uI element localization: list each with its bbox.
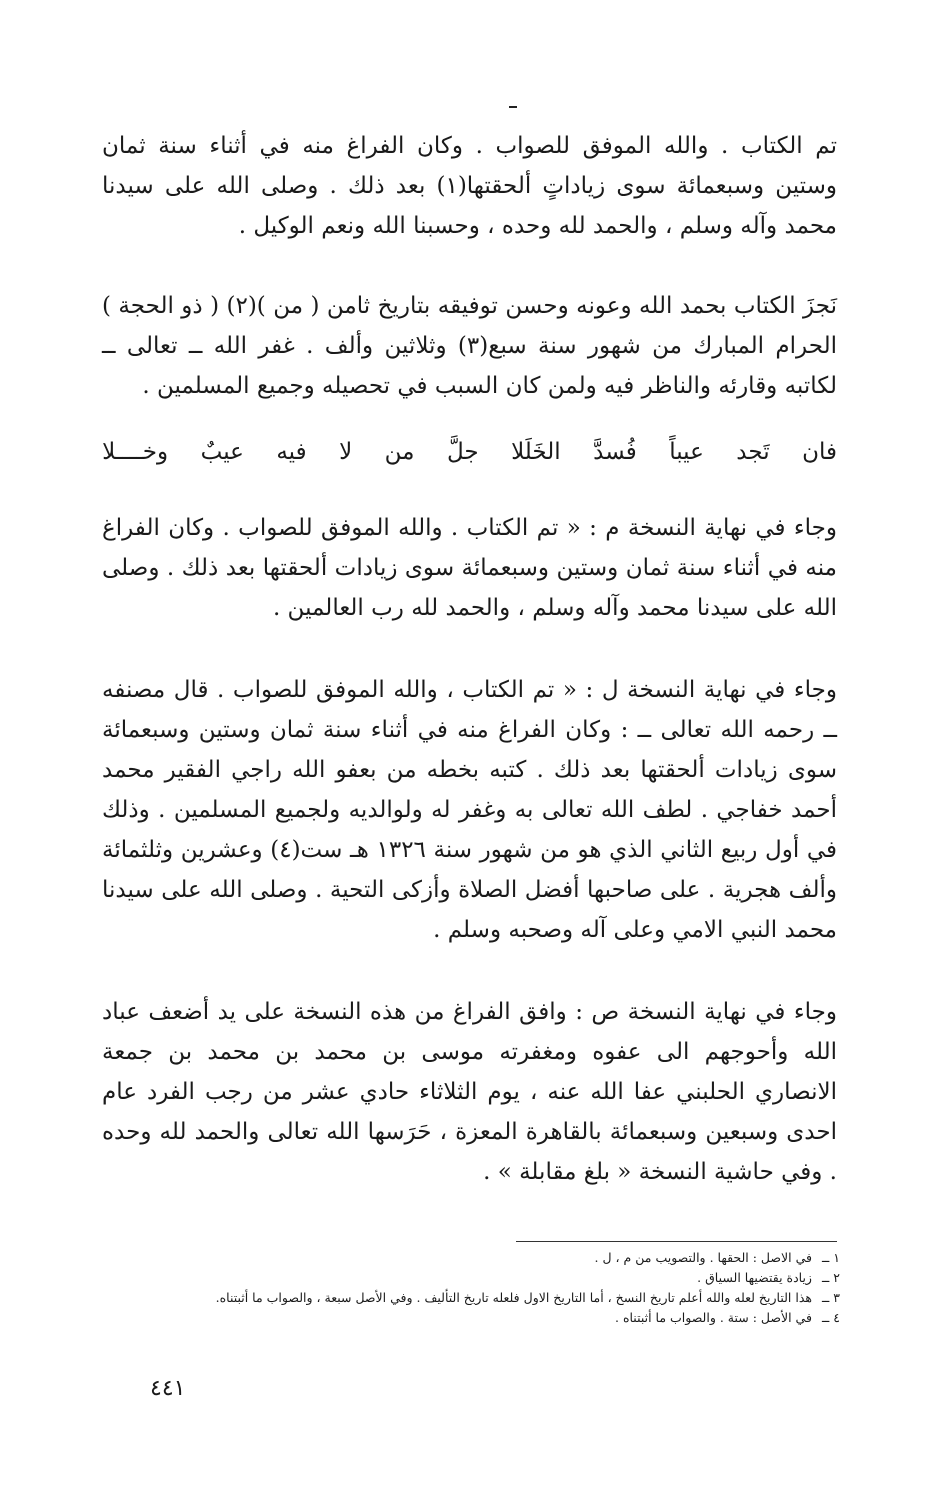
footnote-number: ١ ــ [821, 1250, 840, 1265]
verse-word: عيباً [669, 439, 704, 465]
footnote-number: ٣ ــ [821, 1290, 840, 1305]
footnote-item [120, 1308, 840, 1328]
footnotes-list [120, 1248, 840, 1328]
verse-word: وخــــلا [102, 439, 169, 465]
verse-word: من [384, 439, 415, 465]
colophon-paragraph: تم الكتاب . والله الموفق للصواب . وكان الفراغ منه في أثناء سنة ثمان وستين وسبعمائة سوى زياداتٍ ألحقتها(١) بعد ذلك . وصلى الله على سيدنا محمد وآله وسلم ، والحمد لله وحده ، وحسبنا الله ونعم الوكيل . [102, 133, 837, 239]
footnote-item [120, 1288, 840, 1308]
footnote-text: في الأصل : ستة . والصواب ما أثبتناه . [615, 1310, 812, 1325]
verse-word: فيه [276, 439, 307, 465]
manuscript-m-paragraph: وجاء في نهاية النسخة م : « تم الكتاب . والله الموفق للصواب . وكان الفراغ منه في أثناء سنة ثمان وستين وسبعمائة سوى زيادات ألحقتها بعد ذلك . وصلى الله على سيدنا محمد وآله وسلم ، والحمد لله رب العالمين . [102, 515, 837, 621]
footnote-item [120, 1268, 840, 1288]
footnote-divider [516, 1241, 837, 1242]
verse-word: عيبٌ [200, 439, 244, 465]
manuscript-l-paragraph: وجاء في نهاية النسخة ل : « تم الكتاب ، والله الموفق للصواب . قال مصنفه ــ رحمه الله تعالى ــ : وكان الفراغ منه في أثناء سنة ثمان وستين وسبعمائة سوى زيادات ألحقتها بعد ذلك . كتبه بخطه من بعفو الله راجي الفقير محمد أحمد خفاجي . لطف الله تعالى به وغفر له ولوالديه ولجميع المسلمين . وذلك في أول ربيع الثاني الذي هو من شهور سنة ١٣٢٦ هـ ست(٤) وعشرين وثلثمائة وألف هجرية . على صاحبها أفضل الصلاة وأزكى التحية . وصلى الله على سيدنا محمد النبي الامي وعلى آله وصحبه وسلم . [102, 677, 837, 943]
manuscript-s-paragraph: وجاء في نهاية النسخة ص : وافق الفراغ من هذه النسخة على يد أضعف عباد الله وأحوجهم الى عفوه ومغفرته موسى بن محمد بن محمد بن جمعة الانصاري الحلبني عفا الله عنه ، يوم الثلاثاء حادي عشر من رجب الفرد عام احدى وسبعين وسبعمائة بالقاهرة المعزة ، حَرَسها الله تعالى والحمد لله وحده . وفي حاشية النسخة « بلغ مقابلة » . [102, 999, 837, 1185]
footnote-number: ٢ ــ [821, 1270, 840, 1285]
verse-word: الخَلَلا [511, 439, 561, 465]
verse-line [102, 432, 837, 472]
verse-word: جلَّ [446, 439, 479, 465]
verse-word: فان [802, 439, 837, 465]
footnote-number: ٤ ــ [821, 1310, 840, 1325]
verse-word: لا [339, 439, 353, 465]
verse-word: تَجد [736, 439, 770, 465]
page-number: ٤٤١ [150, 1376, 186, 1401]
copyist-paragraph: نَجزَ الكتاب بحمد الله وعونه وحسن توفيقه بتاريخ ثامن ( من )(٢) ( ذو الحجة ) الحرام المبارك من شهور سنة سبع(٣) وثلاثين وألف . غفر الله ــ تعالى ــ لكاتبه وقارئه والناظر فيه ولمن كان السبب في تحصيله وجميع المسلمين . [102, 293, 837, 399]
footnote-text: هذا التاريخ لعله والله أعلم تاريخ النسخ ، أما التاريخ الاول فلعله تاريخ التأليف . وفي الأصل سبعة ، والصواب ما أثبتناه. [215, 1290, 812, 1305]
footnote-text: في الاصل : الحقها . والتصويب من م ، ل . [594, 1250, 812, 1265]
footnote-text: زيادة يقتضيها السياق . [697, 1270, 812, 1285]
verse-word: فُسدَّ [593, 439, 637, 465]
top-dash-mark [509, 106, 517, 108]
footnote-item [120, 1248, 840, 1268]
